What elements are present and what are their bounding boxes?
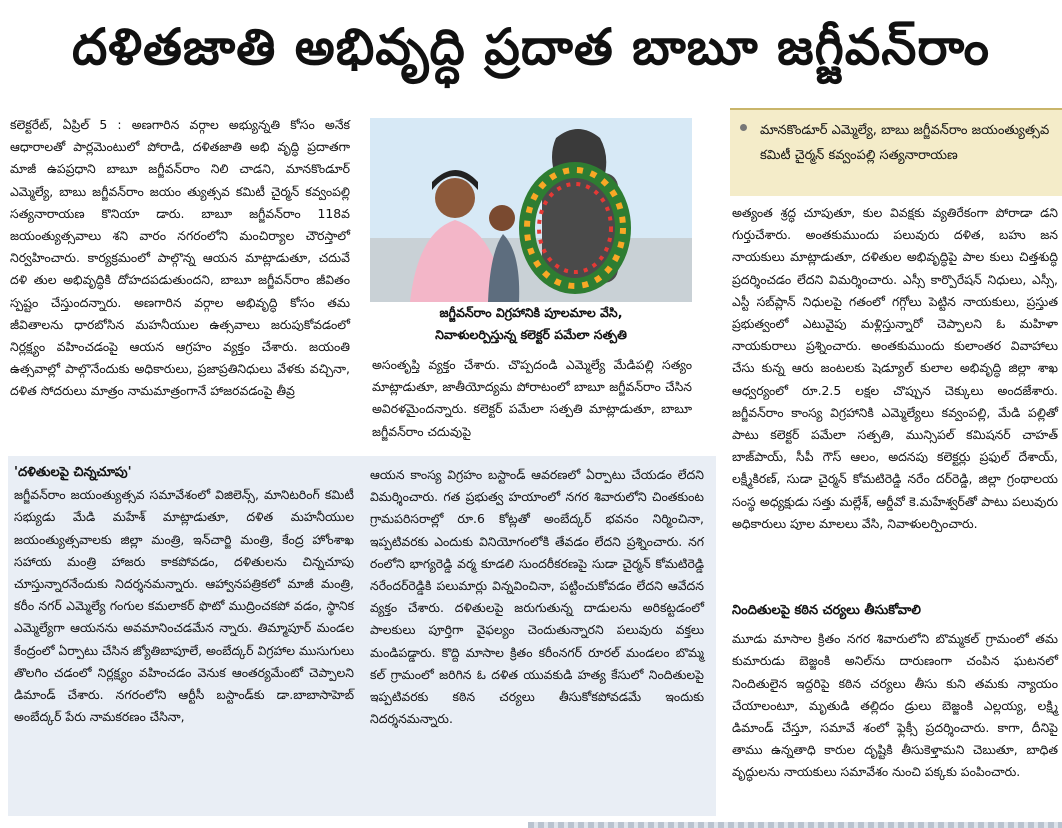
caption-line-2: నివాళులర్పిస్తున్న కలెక్టర్ పమేలా సత్పతి [435,327,627,342]
subsection-heading: నిందితులపై కఠిన చర్యలు తీసుకోవాలి [732,603,921,618]
article-left-column [10,114,350,403]
article-mid-column [372,354,692,443]
page-edge-strip [528,822,1062,828]
headline: దళితజాతి అభివృద్ధి ప్రదాత బాబూ జగ్జీవన్‌రాం [71,18,991,76]
article-paragraph: కలెక్టరేట్, ఏప్రిల్ 5 : అణగారిన వర్గాల అభ్యున్నతి కోసం అనేక ఆధారాలతో పార్లమెంటులో పోరాడి, దళితజాతి అభి వృద్ధి ప్రదాతగా మాజీ ఉపప్రధాని బాబూ జగ్జీవన్‌రాం నిలి చాడని, మానకొండూర్ ఎమ్మెల్యే, బాబు జగ్జీవన్‌రాం జయం త్యుత్సవ కమిటీ చైర్మన్ కవ్వంపల్లి సత్యనారాయణ కొనియా డారు. బాబూ జగ్జీవన్‌రాం 118వ జయంత్యుత్సవాలు శని వారం నగరంలోని మంచిర్యాల చౌరస్తాలో నిర్వహించారు. కార్యక్రమంలో పాల్గొన్న ఆయన మాట్లాడుతూ, చదువే దళి తుల అభివృద్ధికి దోహదపడుతుందని, బాబూ జగ్జీవన్‌రాం జీవితం స్పష్టం చేస్తుందన్నారు. అణగారిన వర్గాల అభివృద్ధి కోసం తమ జీవితాలను ధారబోసిన మహనీయుల ఉత్సవాలు జరుపుకోవడంలో నిర్లక్ష్యం వహించడంపై ఆయన ఆగ్రహం వ్యక్తం చేశారు. జయంతి ఉత్సవాల్లో పాల్గొనేందుకు అధికారులు, ప్రజాప్రతినిధులు వేళకు వచ్చినా, దళిత సోదరులు మాత్రం నామమాత్రంగానే హాజరవడంపై తీవ్ర [10,117,350,399]
caption-line-1: జగ్జీవన్‌రాం విగ్రహానికి పూలమాల వేసి, [439,305,623,320]
news-photo [370,118,692,302]
pull-quote-text: మానకొండూర్ ఎమ్మెల్యే, బాబు జగ్జీవన్‌రాం జయంత్యుత్సవ కమిటీ చైర్మన్ కవ్వంపల్లి సత్యనారాయణ [760,123,1050,163]
article-paragraph: అత్యంత శ్రద్ధ చూపుతూ, కుల వివక్షకు వ్యతిరేకంగా పోరాడా డని గుర్తుచేశారు. అంతకుముందు పలువురు దళిత, బహు జన నాయకులు మాట్లాడుతూ, దళితుల అభివృద్ధిపై పాల కులు చిత్తశుద్ధి ప్రదర్శించడం లేదని విమర్శించారు. ఎస్సీ కార్పొరేషన్ నిధులు, ఎస్సీ, ఎస్టీ సబ్‌ప్లాన్ నిధులపై గతంలో గగ్గోలు పెట్టిన నాయకులు, ప్రస్తుత ప్రభుత్వంలో ఎటువైపు మళ్లిస్తున్నారో చెప్పాలని ఓ మహిళా నాయకురాలు ప్రశ్నించారు. అంతకుముందు కులాంతర వివాహాలు చేసు కున్న ఆరు జంటలకు షెడ్యూల్ కులాల అభివృద్ధి జిల్లా శాఖ ఆధ్వర్యంలో రూ.2.5 లక్షల చొప్పున చెక్కులు అందజేశారు. జగ్జీవన్‌రాం కాంస్య విగ్రహానికి ఎమ్మెల్యేలు కవ్వంపల్లి, మేడి పల్లితో పాటు కలెక్టర్ పమేలా సత్పతి, మున్సిపల్ కమిషనర్ చాహత్ బాజ్‌పాయ్, సీపీ గౌస్ ఆలం, అదనపు కలెక్టర్లు ప్రఫుల్ దేశాయ్, లక్ష్మీకిరణ్, సుడా చైర్మన్ కోమటిరెడ్డి నరేం దర్‌రెడ్డి, జిల్లా గ్రంథాలయ సంస్థ అధ్యక్షుడు సత్తు మల్లేశ్, ఆర్డీవో కె.మహేశ్వర్‌తో పాటు పలువురు అధికారులు పూల మాలలు వేసి, నివాళులర్పించారు. [732,205,1058,531]
article-paragraph: అసంతృప్తి వ్యక్తం చేశారు. చొప్పదండి ఎమ్మెల్యే మేడిపల్లి సత్యం మాట్లాడుతూ, జాతీయోద్యమ పోరాటంలో బాబూ జగ్జీవన్‌రాం చేసిన అవిరళమైందన్నారు. కలెక్టర్ పమేలా సత్పతి మాట్లాడుతూ, బాబూ జగ్జీవన్‌రాం చదువుపై [372,357,692,439]
photo-caption [370,302,692,346]
box-right-column [370,464,704,730]
box-left-column [14,462,354,728]
statue-garland-photo [370,118,692,302]
box-paragraph: జగ్జీవన్‌రాం జయంత్యుత్సవ సమావేశంలో విజిలెన్స్, మానిటరింగ్ కమిటీ సభ్యుడు మేడి మహేశ్ మాట్లాడుతూ, దళిత మహనీయుల జయంత్యుత్సవాలకు జిల్లా మంత్రి, ఇన్‌చార్జి మంత్రి, కేంద్ర హోంశాఖ సహాయ మంత్రి హాజరు కాకపోవడం, దళితులను చిన్నచూపు చూస్తున్నారనేందుకు నిదర్శనమన్నారు. ఆహ్వానపత్రికలో మాజీ మంత్రి, కరీం నగర్ ఎమ్మెల్యే గంగుల కమలాకర్ ఫొటో ముద్రించకపో వడం, స్థానిక ఎమ్మెల్యేగా ఆయనను అవమానించడమేన న్నారు. తిమ్మాపూర్ మండల కేంద్రంలో ఏర్పాటు చేసిన జ్యోతిబాపూలే, అంబేద్కర్ విగ్రహాల ముసుగులు తొలగిం చడంలో నిర్లక్ష్యం వహించడం వెనుక ఆంతర్యమేంటో చెప్పాలని డిమాండ్ చేశారు. నగరంలోని ఆర్టీసీ బస్టాండ్‌కు డా.బాబాసాహెబ్ అంబేద్కర్ పేరు నామకరణం చేసినా, [14,487,354,725]
article-right-column [732,202,1058,535]
box-paragraph: ఆయన కాంస్య విగ్రహం బస్టాండ్ ఆవరణలో ఏర్పాటు చేయడం లేదని విమర్శించారు. గత ప్రభుత్వ హయాంలో నగర శివారులోని చింతకుంట గ్రామపరిసరాల్లో రూ.6 కోట్లతో అంబేద్కర్ భవనం నిర్మించినా, ఇప్పటివరకు ఎందుకు వినియోగంలోకి తేవడం లేదని ప్రశ్నించారు. నగ రంలోని భాగ్యరెడ్డి వర్మ కూడలి సుందరీకరణపై సుడా చైర్మన్ కోమటిరెడ్డి నరేందర్‌రెడ్డికి పలుమార్లు విన్నవించినా, పట్టించుకోవడం లేదని ఆవేదన వ్యక్తం చేశారు. దళితులపై జరుగుతున్న దాడులను అరికట్టడంలో పాలకులు పూర్తిగా వైఫల్యం చెందుతున్నారని పలువురు వక్తలు మండిపడ్డారు. కొద్ది మాసాల క్రితం కరీంనగర్ రూరల్ మండలం బొమ్మ కల్ గ్రామంలో జరిగిన ఓ దళిత యువకుడి హత్య కేసులో నిందితులపై ఇప్పటివరకు కఠిన చర్యలు తీసుకోకపోవడమే ఇందుకు నిదర్శనమన్నారు. [370,467,704,727]
subsection-paragraph: మూడు మాసాల క్రితం నగర శివారులోని బొమ్మకల్ గ్రామంలో తమ కుమారుడు బెజ్జంకి అనిల్‌ను దారుణంగా చంపిన ఘటనలో నిందితులైన ఇద్దరిపై కఠిన చర్యలు తీసు కుని తమకు న్యాయం చేయాలంటూ, మృతుడి తల్లిదం డ్రులు బెజ్జంకి ఎల్లయ్య, లక్ష్మి డిమాండ్ చేస్తూ, సమావే శంలో ఫ్లెక్సీ ప్రదర్శించారు. కాగా, దీనిపై తాము ఉన్నతాధి కారుల దృష్టికి తీసుకెళ్తామని చెబుతూ, బాధిత వృద్ధులను నాయకులు సమావేశం నుంచి పక్కకు పంపించారు. [732,631,1058,780]
pull-quote [730,108,1062,196]
bullet-icon [740,124,747,131]
box-heading: 'దళితులపై చిన్నచూపు' [14,465,132,480]
right-subsection [732,600,1058,784]
